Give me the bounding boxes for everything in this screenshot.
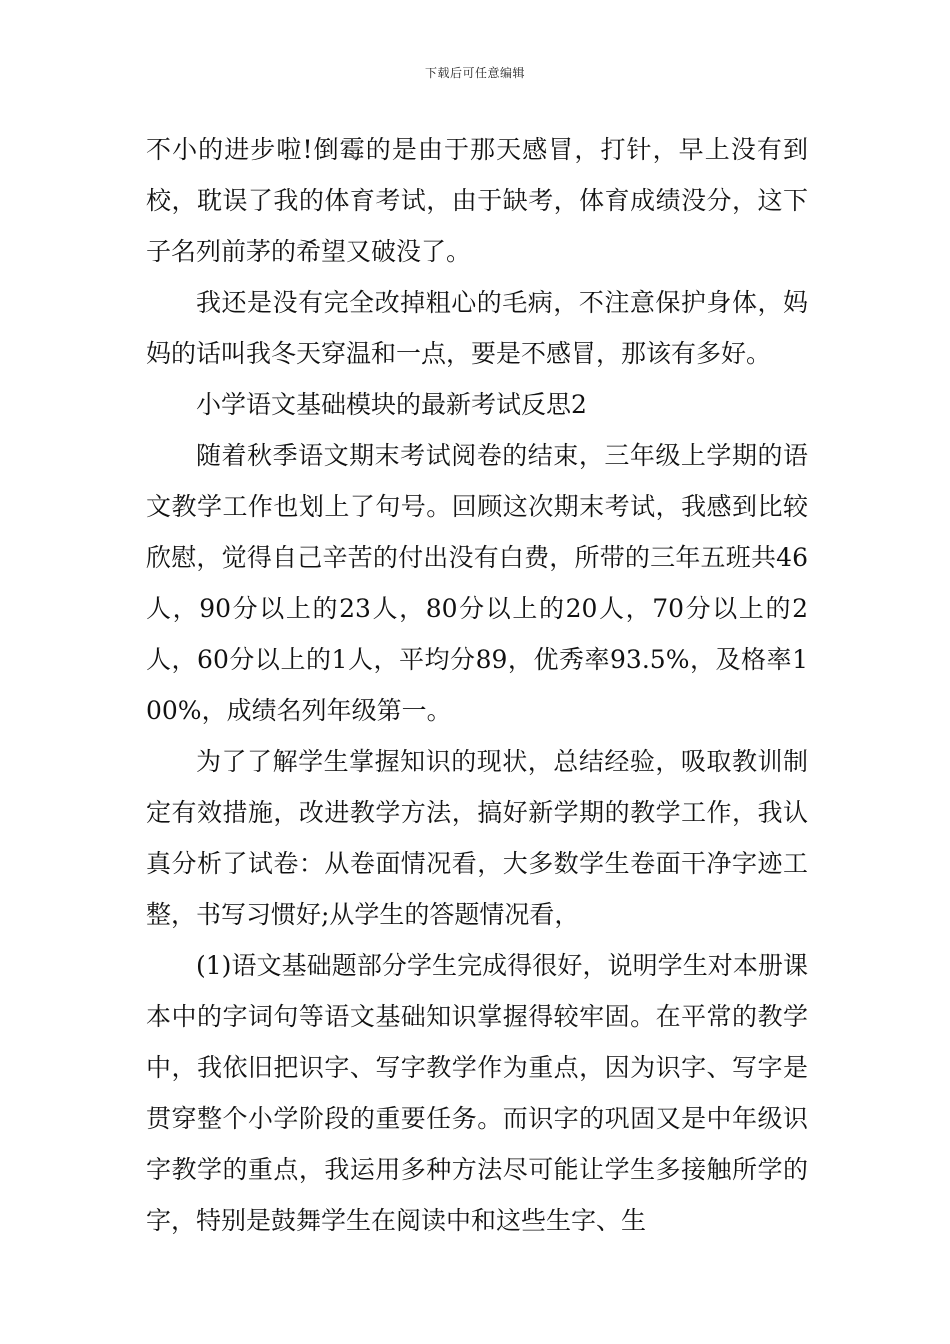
paragraph-1: 不小的进步啦!倒霉的是由于那天感冒，打针，早上没有到校，耽误了我的体育考试，由于缺考，体育成绩没分，这下子名列前茅的希望又破没了。 (146, 135, 808, 266)
document-body (146, 124, 808, 1246)
paragraph-4: 为了了解学生掌握知识的现状，总结经验，吸取教训制定有效措施，改进教学方法，搞好新学期的教学工作，我认真分析了试卷：从卷面情况看，大多数学生卷面干净字迹工整，书写习惯好;从学生的答题情况看， (146, 747, 808, 929)
paragraph-3: 随着秋季语文期末考试阅卷的结束，三年级上学期的语文教学工作也划上了句号。回顾这次期末考试，我感到比较欣慰，觉得自己辛苦的付出没有白费，所带的三年五班共46人，90分以上的23人，80分以上的20人，70分以上的2人，60分以上的1人，平均分89，优秀率93.5%，及格率100%，成绩名列年级第一。 (146, 441, 808, 725)
paragraph-2: 我还是没有完全改掉粗心的毛病，不注意保护身体，妈妈的话叫我冬天穿温和一点，要是不感冒，那该有多好。 (146, 288, 808, 368)
page-header: 下载后可任意编辑 (424, 66, 525, 80)
section-title: 小学语文基础模块的最新考试反思2 (196, 390, 587, 419)
paragraph-5: (1)语文基础题部分学生完成得很好，说明学生对本册课本中的字词句等语文基础知识掌握得较牢固。在平常的教学中，我依旧把识字、写字教学作为重点，因为识字、写字是贯穿整个小学阶段的重要任务。而识字的巩固又是中年级识字教学的重点，我运用多种方法尽可能让学生多接触所学的字，特别是鼓舞学生在阅读中和这些生字、生 (146, 951, 808, 1235)
